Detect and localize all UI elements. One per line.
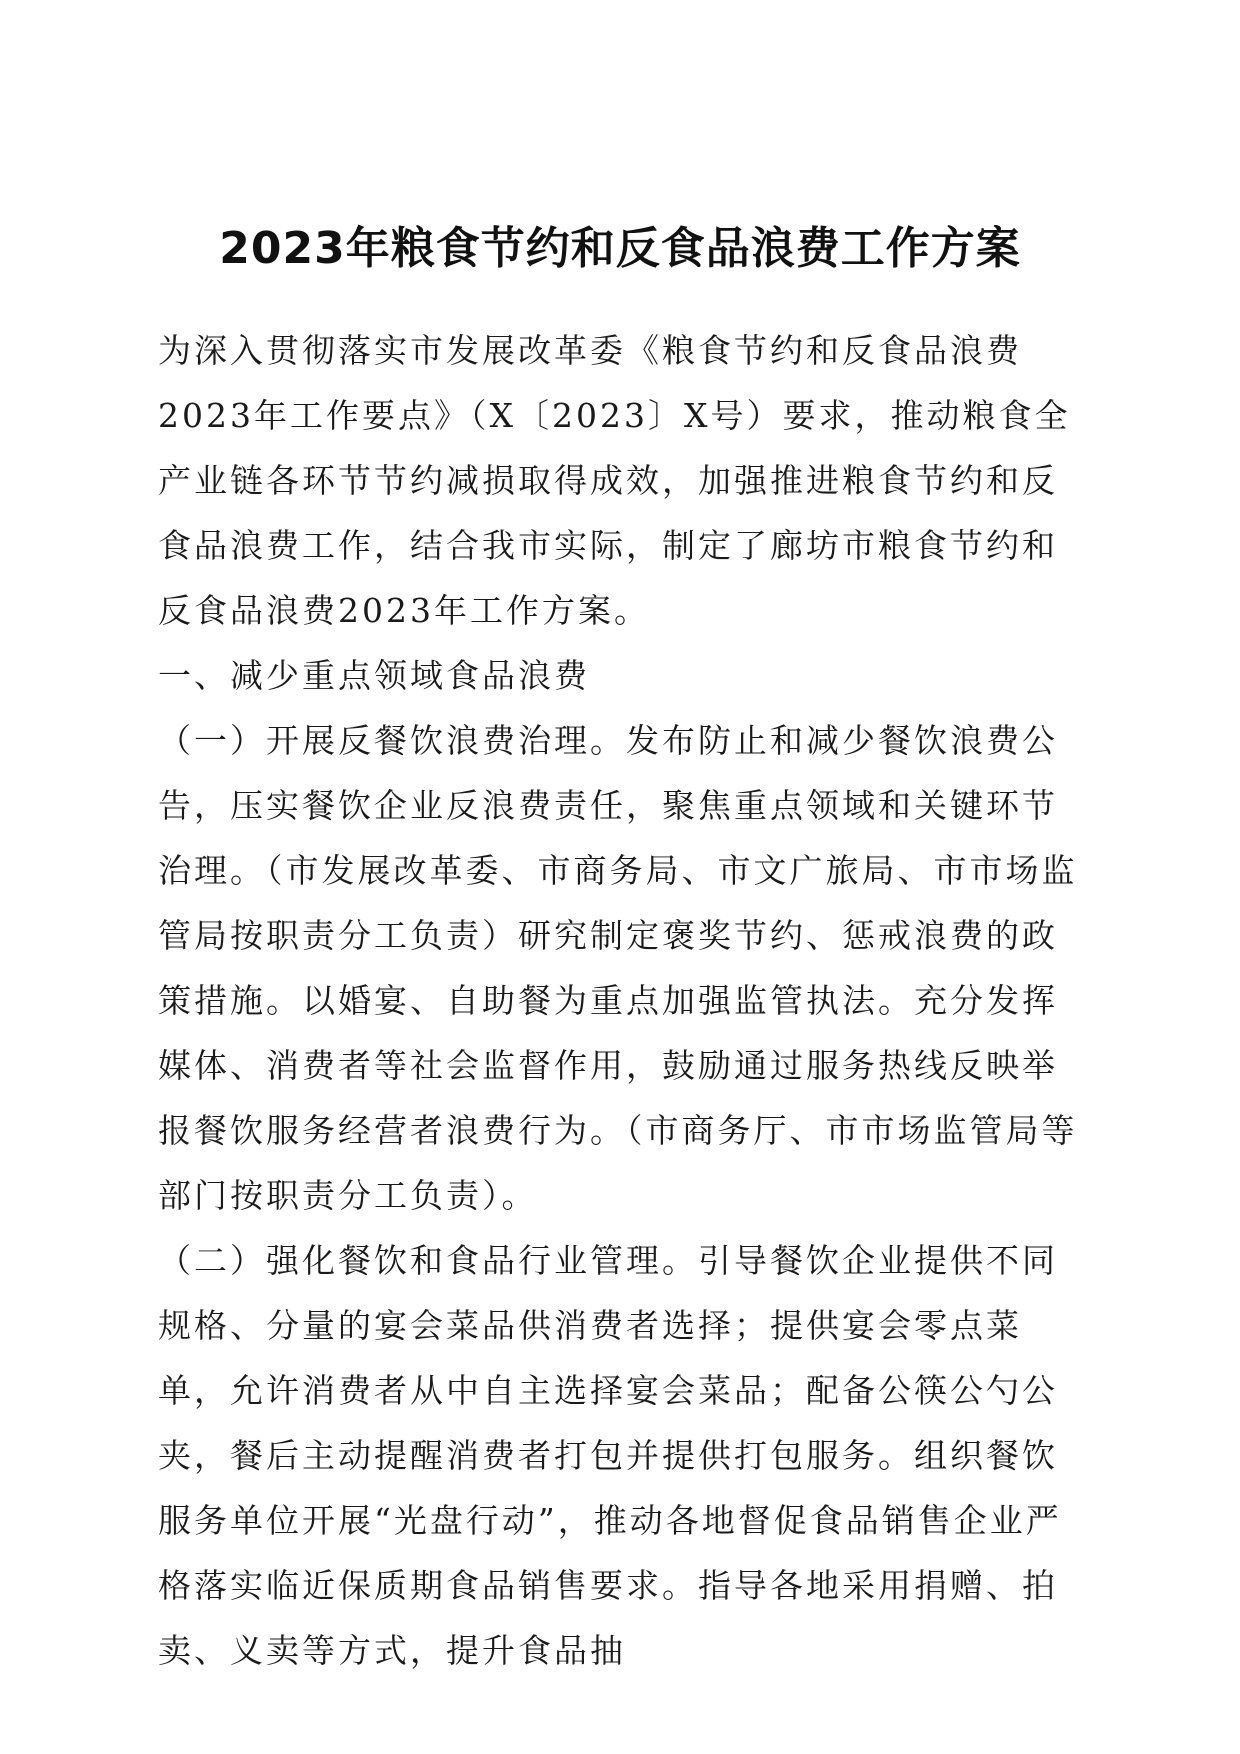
paragraph-item-2: （二）强化餐饮和食品行业管理。引导餐饮企业提供不同规格、分量的宴会菜品供消费者选择；提供宴会零点菜单，允许消费者从中自主选择宴会菜品；配备公筷公勺公夹，餐后主动提醒消费者打包并提供打包服务。组织餐饮服务单位开展“光盘行动”，推动各地督促食品销售企业严格落实临近保质期食品销售要求。指导各地采用捐赠、拍卖、义卖等方式，提升食品抽	[158, 1241, 1062, 1670]
paragraph-item-1: （一）开展反餐饮浪费治理。发布防止和减少餐饮浪费公告，压实餐饮企业反浪费责任，聚焦重点领域和关键环节治理。（市发展改革委、市商务局、市文广旅局、市市场监管局按职责分工负责）研究制定褒奖节约、惩戒浪费的政策措施。以婚宴、自助餐为重点加强监管执法。充分发挥媒体、消费者等社会监督作用，鼓励通过服务热线反映举报餐饮服务经营者浪费行为。（市商务厅、市市场监管局等部门按职责分工负责）。	[158, 721, 1078, 1215]
document-body	[158, 318, 1088, 1683]
section-heading: 一、减少重点领域食品浪费	[158, 656, 590, 695]
intro-paragraph: 为深入贯彻落实市发展改革委《粮食节约和反食品浪费2023年工作要点》（X〔2023〕X号）要求，推动粮食全产业链各环节节约减损取得成效，加强推进粮食节约和反食品浪费工作，结合我市实际，制定了廊坊市粮食节约和反食品浪费2023年工作方案。	[158, 331, 1071, 630]
document-title: 2023年粮食节约和反食品浪费工作方案	[219, 223, 1021, 275]
